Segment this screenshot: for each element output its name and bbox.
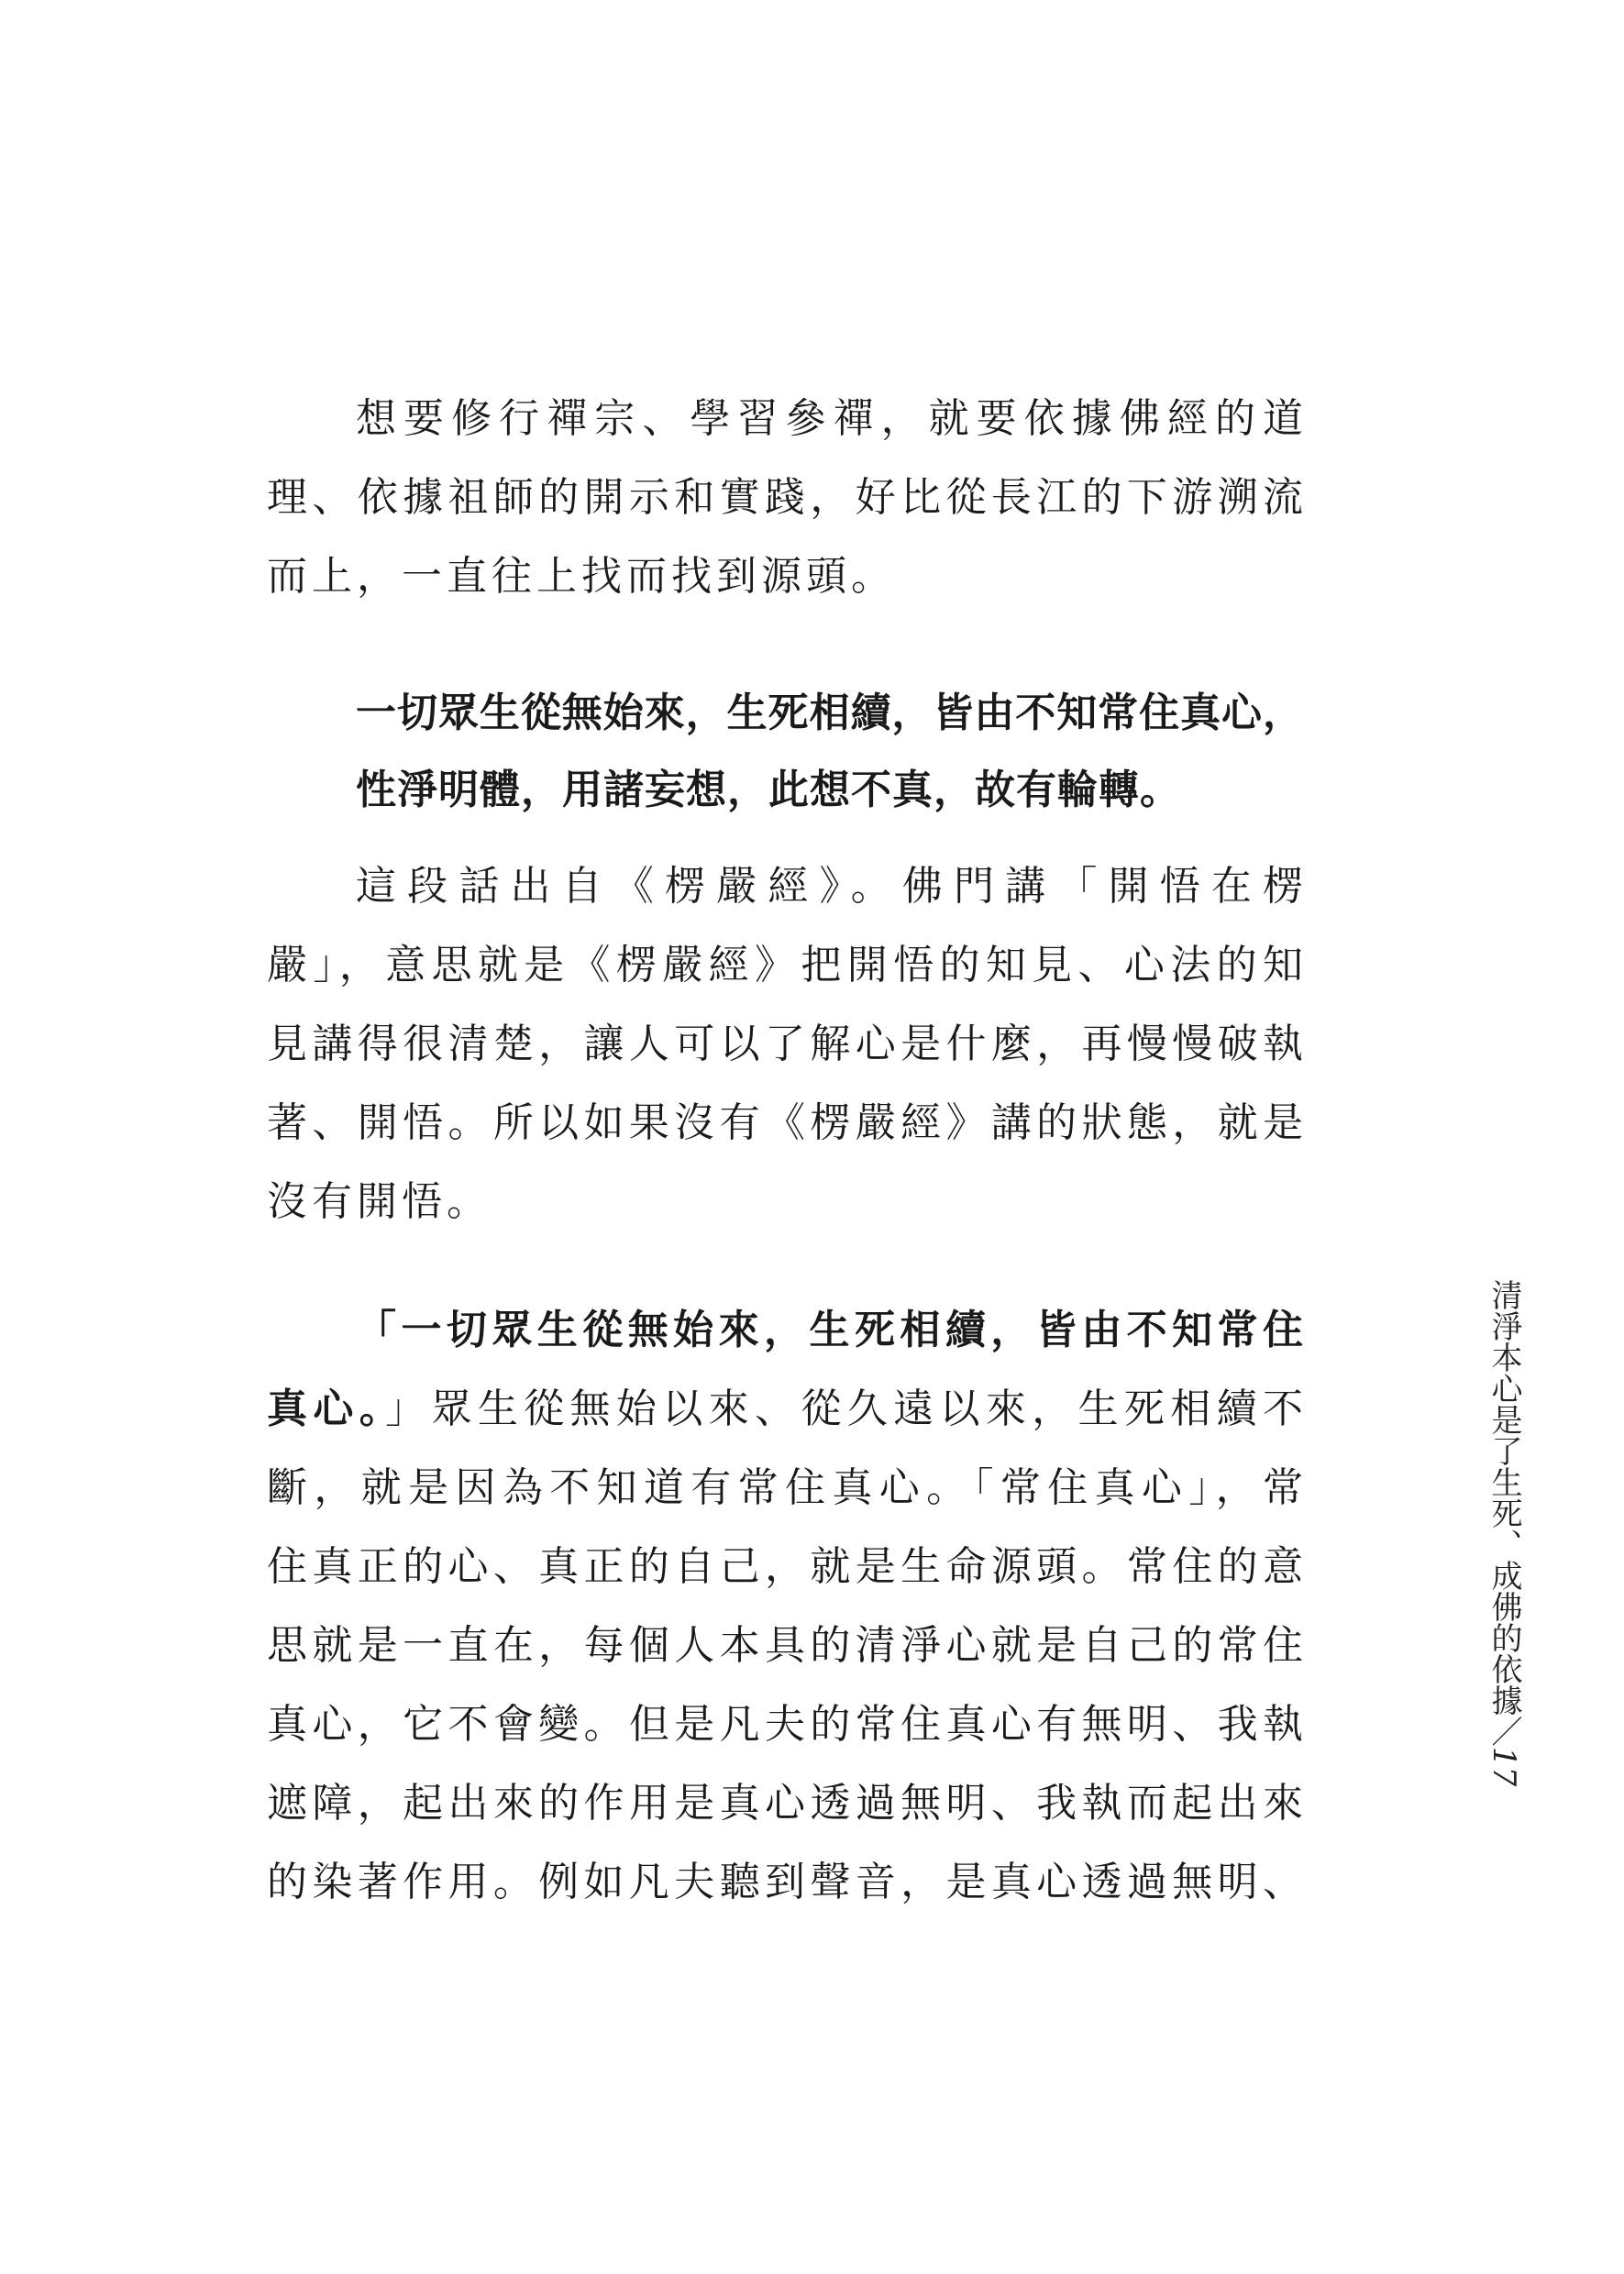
quote-line: 性淨明體，用諸妄想，此想不真，故有輪轉。: [356, 767, 1181, 813]
paragraph-line: 思就是一直在，每個人本具的清淨心就是自己的常住: [267, 1622, 1303, 1669]
chapter-title: 清淨本心是了生死、成佛的依據: [1486, 1279, 1522, 1716]
paragraph-line: 理、依據祖師的開示和實踐，好比從長江的下游溯流: [267, 474, 1303, 521]
paragraph-3: [267, 1291, 1303, 1922]
paragraph-line: 而上，一直往上找而找到源頭。: [267, 553, 896, 600]
paragraph-line-quoted: 「一切眾生從無始來，生死相續，皆由不知常住: [356, 1307, 1303, 1353]
paragraph-line: 住真正的心、真正的自己，就是生命源頭。常住的意: [267, 1543, 1303, 1590]
line-remainder: 」眾生從無始以來、從久遠以來，生死相續不: [385, 1385, 1304, 1432]
quoted-fragment: 真心。: [267, 1385, 386, 1432]
paragraph-line: 想要修行禪宗、學習參禪，就要依據佛經的道: [356, 395, 1303, 442]
quote-line: 一切眾生從無始來，生死相續，皆由不知常住真心，: [356, 690, 1303, 736]
page-number: 17: [1486, 1747, 1522, 1787]
separator: ／: [1486, 1716, 1522, 1747]
paragraph-line: 的染著作用。例如凡夫聽到聲音，是真心透過無明、: [267, 1859, 1303, 1905]
paragraph-line: 這段話出自《楞嚴經》。佛門講「開悟在楞: [356, 863, 1303, 910]
running-header: [1478, 1279, 1524, 1786]
paragraph-line: 斷，就是因為不知道有常住真心。「常住真心」，常: [267, 1464, 1303, 1511]
paragraph-line: 嚴」，意思就是《楞嚴經》把開悟的知見、心法的知: [267, 942, 1303, 988]
paragraph-2: [267, 847, 1303, 1242]
sutra-quote-block: [356, 675, 1303, 829]
paragraph-line: 真心，它不會變。但是凡夫的常住真心有無明、我執: [267, 1701, 1303, 1748]
paragraph-line-mixed: [267, 1370, 1303, 1449]
paragraph-line: 遮障，起出來的作用是真心透過無明、我執而起出來: [267, 1780, 1303, 1827]
paragraph-line: 見講得很清楚，讓人可以了解心是什麼，再慢慢破執: [267, 1021, 1303, 1067]
paragraph-line: 沒有開悟。: [267, 1178, 492, 1225]
paragraph-1: [267, 380, 1303, 616]
paragraph-line: 著、開悟。所以如果沒有《楞嚴經》講的狀態，就是: [267, 1099, 1303, 1146]
